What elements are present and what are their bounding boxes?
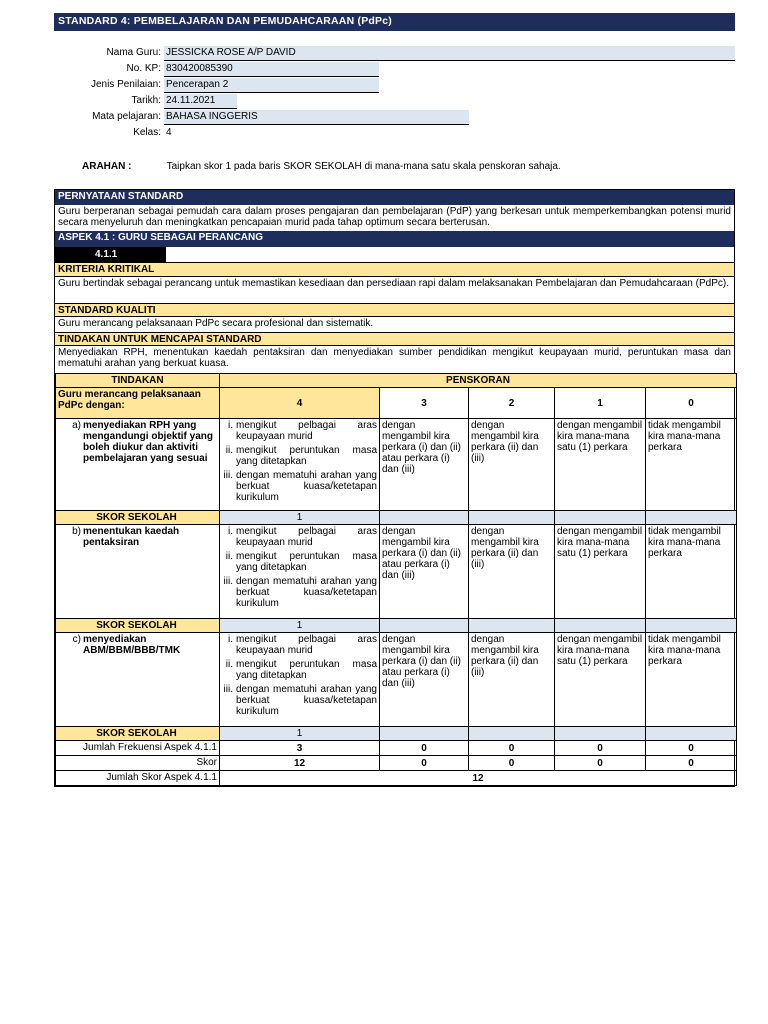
skor-input-4[interactable]: 1 bbox=[220, 727, 380, 741]
desc-1: dengan mengambil kira mana-mana satu (1) perkara bbox=[555, 419, 646, 511]
desc-0: tidak mengambil kira mana-mana perkara bbox=[646, 525, 737, 619]
criteria-number: i. bbox=[228, 420, 233, 431]
skor-sekolah-label: SKOR SEKOLAH bbox=[56, 727, 220, 741]
info-row-mata-pelajaran bbox=[54, 110, 735, 126]
info-label: Kelas: bbox=[133, 127, 161, 138]
instruction-label: ARAHAN : bbox=[82, 161, 132, 172]
jenis-penilaian-field[interactable]: Pencerapan 2 bbox=[164, 78, 379, 93]
aspek-code: 4.1.1 bbox=[55, 247, 166, 262]
desc-3: dengan mengambil kira perkara (i) dan (ii) atau perkara (i) dan (iii) bbox=[380, 419, 469, 511]
item-text: menentukan kaedah pentaksiran bbox=[83, 526, 180, 548]
info-row-jenis bbox=[54, 78, 735, 94]
skor-value: 0 bbox=[380, 756, 469, 771]
table-row bbox=[56, 525, 737, 619]
criteria-number: ii. bbox=[225, 551, 233, 562]
col-penskoran: PENSKORAN bbox=[220, 374, 737, 388]
frekuensi-value: 0 bbox=[555, 741, 646, 756]
skor-input-2[interactable] bbox=[469, 727, 555, 741]
tindakan-std-heading: TINDAKAN UNTUK MENCAPAI STANDARD bbox=[55, 332, 734, 346]
kualiti-heading: STANDARD KUALITI bbox=[55, 303, 734, 317]
scoring-table bbox=[55, 373, 737, 786]
skor-input-1[interactable] bbox=[555, 511, 646, 525]
skor-sekolah-row bbox=[56, 511, 737, 525]
no-kp-field[interactable]: 830420085390 bbox=[164, 62, 379, 77]
score-header-row bbox=[56, 388, 737, 419]
criteria-4-cell bbox=[220, 525, 380, 619]
kriteria-text: Guru bertindak sebagai perancang untuk memastikan kesediaan dan persediaan rapi dalam melaksanakan Pembelajaran dan Pemudahcaraan (PdPc). bbox=[58, 278, 729, 289]
pernyataan-heading: PERNYATAAN STANDARD bbox=[55, 190, 734, 205]
desc-0: tidak mengambil kira mana-mana perkara bbox=[646, 419, 737, 511]
criteria-text: dengan mematuhi arahan yang berkuat kuasa/ketetapan kurikulum bbox=[236, 470, 377, 503]
skor-row-label: Skor bbox=[56, 756, 220, 771]
desc-2: dengan mengambil kira perkara (ii) dan (iii) bbox=[469, 525, 555, 619]
info-row-nama bbox=[54, 46, 735, 62]
jumlah-frekuensi-label: Jumlah Frekuensi Aspek 4.1.1 bbox=[56, 741, 220, 756]
item-letter: c) bbox=[72, 634, 81, 645]
desc-2: dengan mengambil kira perkara (ii) dan (iii) bbox=[469, 633, 555, 727]
criteria-text: mengikut peruntukan masa yang ditetapkan bbox=[236, 659, 377, 681]
desc-0: tidak mengambil kira mana-mana perkara bbox=[646, 633, 737, 727]
skor-input-4[interactable]: 1 bbox=[220, 619, 380, 633]
table-header-row bbox=[56, 374, 737, 388]
mata-pelajaran-field[interactable]: BAHASA INGGERIS bbox=[164, 110, 469, 125]
skor-value: 12 bbox=[220, 756, 380, 771]
section-title-bar bbox=[54, 13, 735, 31]
skor-input-0[interactable] bbox=[646, 511, 737, 525]
jumlah-frekuensi-row bbox=[56, 741, 737, 756]
score-1-header: 1 bbox=[555, 388, 646, 419]
item-cell bbox=[56, 525, 220, 619]
skor-sekolah-label: SKOR SEKOLAH bbox=[56, 619, 220, 633]
skor-row bbox=[56, 756, 737, 771]
tindakan-std-text: Menyediakan RPH, menentukan kaedah pentaksiran dan menyediakan sumber pendidikan mengikut keupayaan murid, peruntukan masa dan mematuhi arahan yang berkuat kuasa. bbox=[58, 347, 731, 369]
skor-input-3[interactable] bbox=[380, 511, 469, 525]
instruction-text: Taipkan skor 1 pada baris SKOR SEKOLAH di mana-mana satu skala penskoran sahaja. bbox=[166, 161, 561, 172]
assessment-form bbox=[54, 189, 735, 787]
frekuensi-value: 0 bbox=[469, 741, 555, 756]
skor-input-1[interactable] bbox=[555, 727, 646, 741]
info-label: Nama Guru: bbox=[106, 47, 161, 58]
criteria-number: i. bbox=[228, 634, 233, 645]
criteria-text: mengikut pelbagai aras keupayaan murid bbox=[236, 420, 377, 442]
criteria-text: dengan mematuhi arahan yang berkuat kuasa/ketetapan kurikulum bbox=[236, 576, 377, 609]
info-row-tarikh bbox=[54, 94, 735, 110]
aspek-heading: ASPEK 4.1 : GURU SEBAGAI PERANCANG bbox=[55, 231, 734, 247]
item-text: menyediakan ABM/BBM/BBB/TMK bbox=[83, 634, 181, 656]
aspek-code-row bbox=[55, 247, 734, 263]
criteria-text: mengikut pelbagai aras keupayaan murid bbox=[236, 634, 377, 656]
skor-value: 0 bbox=[555, 756, 646, 771]
row-label: Guru merancang pelaksanaan PdPc dengan: bbox=[56, 388, 220, 419]
criteria-text: dengan mematuhi arahan yang berkuat kuasa/ketetapan kurikulum bbox=[236, 684, 377, 717]
criteria-number: ii. bbox=[225, 659, 233, 670]
skor-sekolah-label: SKOR SEKOLAH bbox=[56, 511, 220, 525]
item-text: menyediakan RPH yang mengandungi objektif yang boleh diukur dan aktiviti pembelajaran yang sesuai bbox=[83, 420, 214, 464]
col-tindakan: TINDAKAN bbox=[56, 374, 220, 388]
skor-input-0[interactable] bbox=[646, 727, 737, 741]
skor-input-1[interactable] bbox=[555, 619, 646, 633]
info-label: Jenis Penilaian: bbox=[90, 79, 161, 90]
score-2-header: 2 bbox=[469, 388, 555, 419]
criteria-text: mengikut peruntukan masa yang ditetapkan bbox=[236, 551, 377, 573]
kualiti-text: Guru merancang pelaksanaan PdPc secara profesional dan sistematik. bbox=[58, 318, 374, 329]
score-0-header: 0 bbox=[646, 388, 737, 419]
criteria-number: iii. bbox=[223, 470, 233, 481]
criteria-number: iii. bbox=[223, 576, 233, 587]
teacher-info bbox=[54, 46, 735, 142]
desc-1: dengan mengambil kira mana-mana satu (1) perkara bbox=[555, 633, 646, 727]
desc-3: dengan mengambil kira perkara (i) dan (ii) atau perkara (i) dan (iii) bbox=[380, 525, 469, 619]
instruction bbox=[82, 161, 561, 172]
info-label: Mata pelajaran: bbox=[92, 111, 161, 122]
table-row bbox=[56, 419, 737, 511]
info-row-kelas bbox=[54, 126, 735, 142]
frekuensi-value: 0 bbox=[646, 741, 737, 756]
desc-2: dengan mengambil kira perkara (ii) dan (iii) bbox=[469, 419, 555, 511]
skor-value: 0 bbox=[646, 756, 737, 771]
tarikh-field[interactable]: 24.11.2021 bbox=[164, 94, 237, 109]
item-letter: b) bbox=[72, 526, 81, 537]
frekuensi-value: 3 bbox=[220, 741, 380, 756]
info-label: Tarikh: bbox=[131, 95, 161, 106]
desc-3: dengan mengambil kira perkara (i) dan (ii) atau perkara (i) dan (iii) bbox=[380, 633, 469, 727]
item-cell bbox=[56, 419, 220, 511]
criteria-4-cell bbox=[220, 633, 380, 727]
info-label: No. KP: bbox=[126, 63, 161, 74]
kriteria-heading: KRITERIA KRITIKAL bbox=[55, 263, 734, 277]
skor-value: 0 bbox=[469, 756, 555, 771]
criteria-text: mengikut pelbagai aras keupayaan murid bbox=[236, 526, 377, 548]
criteria-4-cell bbox=[220, 419, 380, 511]
table-row bbox=[56, 633, 737, 727]
criteria-number: iii. bbox=[223, 684, 233, 695]
skor-sekolah-row bbox=[56, 619, 737, 633]
skor-input-0[interactable] bbox=[646, 619, 737, 633]
nama-guru-field[interactable]: JESSICKA ROSE A/P DAVID bbox=[164, 46, 735, 61]
skor-input-4[interactable]: 1 bbox=[220, 511, 380, 525]
skor-sekolah-row bbox=[56, 727, 737, 741]
desc-1: dengan mengambil kira mana-mana satu (1) perkara bbox=[555, 525, 646, 619]
pernyataan-text: Guru berperanan sebagai pemudah cara dalam proses pengajaran dan pembelajaran (PdP) yang berkesan untuk memperkembangkan potensi murid secara menyeluruh dan meningkatkan pencapaian murid pada tahap optimum secara berterusan. bbox=[58, 206, 731, 228]
item-cell bbox=[56, 633, 220, 727]
frekuensi-value: 0 bbox=[380, 741, 469, 756]
criteria-number: i. bbox=[228, 526, 233, 537]
skor-input-2[interactable] bbox=[469, 511, 555, 525]
item-letter: a) bbox=[72, 420, 81, 431]
skor-input-3[interactable] bbox=[380, 619, 469, 633]
info-row-kp bbox=[54, 62, 735, 78]
criteria-number: ii. bbox=[225, 445, 233, 456]
score-3-header: 3 bbox=[380, 388, 469, 419]
section-title: STANDARD 4: PEMBELAJARAN DAN PEMUDAHCARAAN (PdPc) bbox=[58, 15, 392, 27]
kelas-field[interactable]: 4 bbox=[164, 126, 224, 141]
jumlah-skor-row bbox=[56, 771, 737, 786]
jumlah-skor-value: 12 bbox=[220, 771, 737, 786]
score-4-header: 4 bbox=[220, 388, 380, 419]
criteria-text: mengikut peruntukan masa yang ditetapkan bbox=[236, 445, 377, 467]
skor-input-2[interactable] bbox=[469, 619, 555, 633]
skor-input-3[interactable] bbox=[380, 727, 469, 741]
jumlah-skor-label: Jumlah Skor Aspek 4.1.1 bbox=[56, 771, 220, 786]
